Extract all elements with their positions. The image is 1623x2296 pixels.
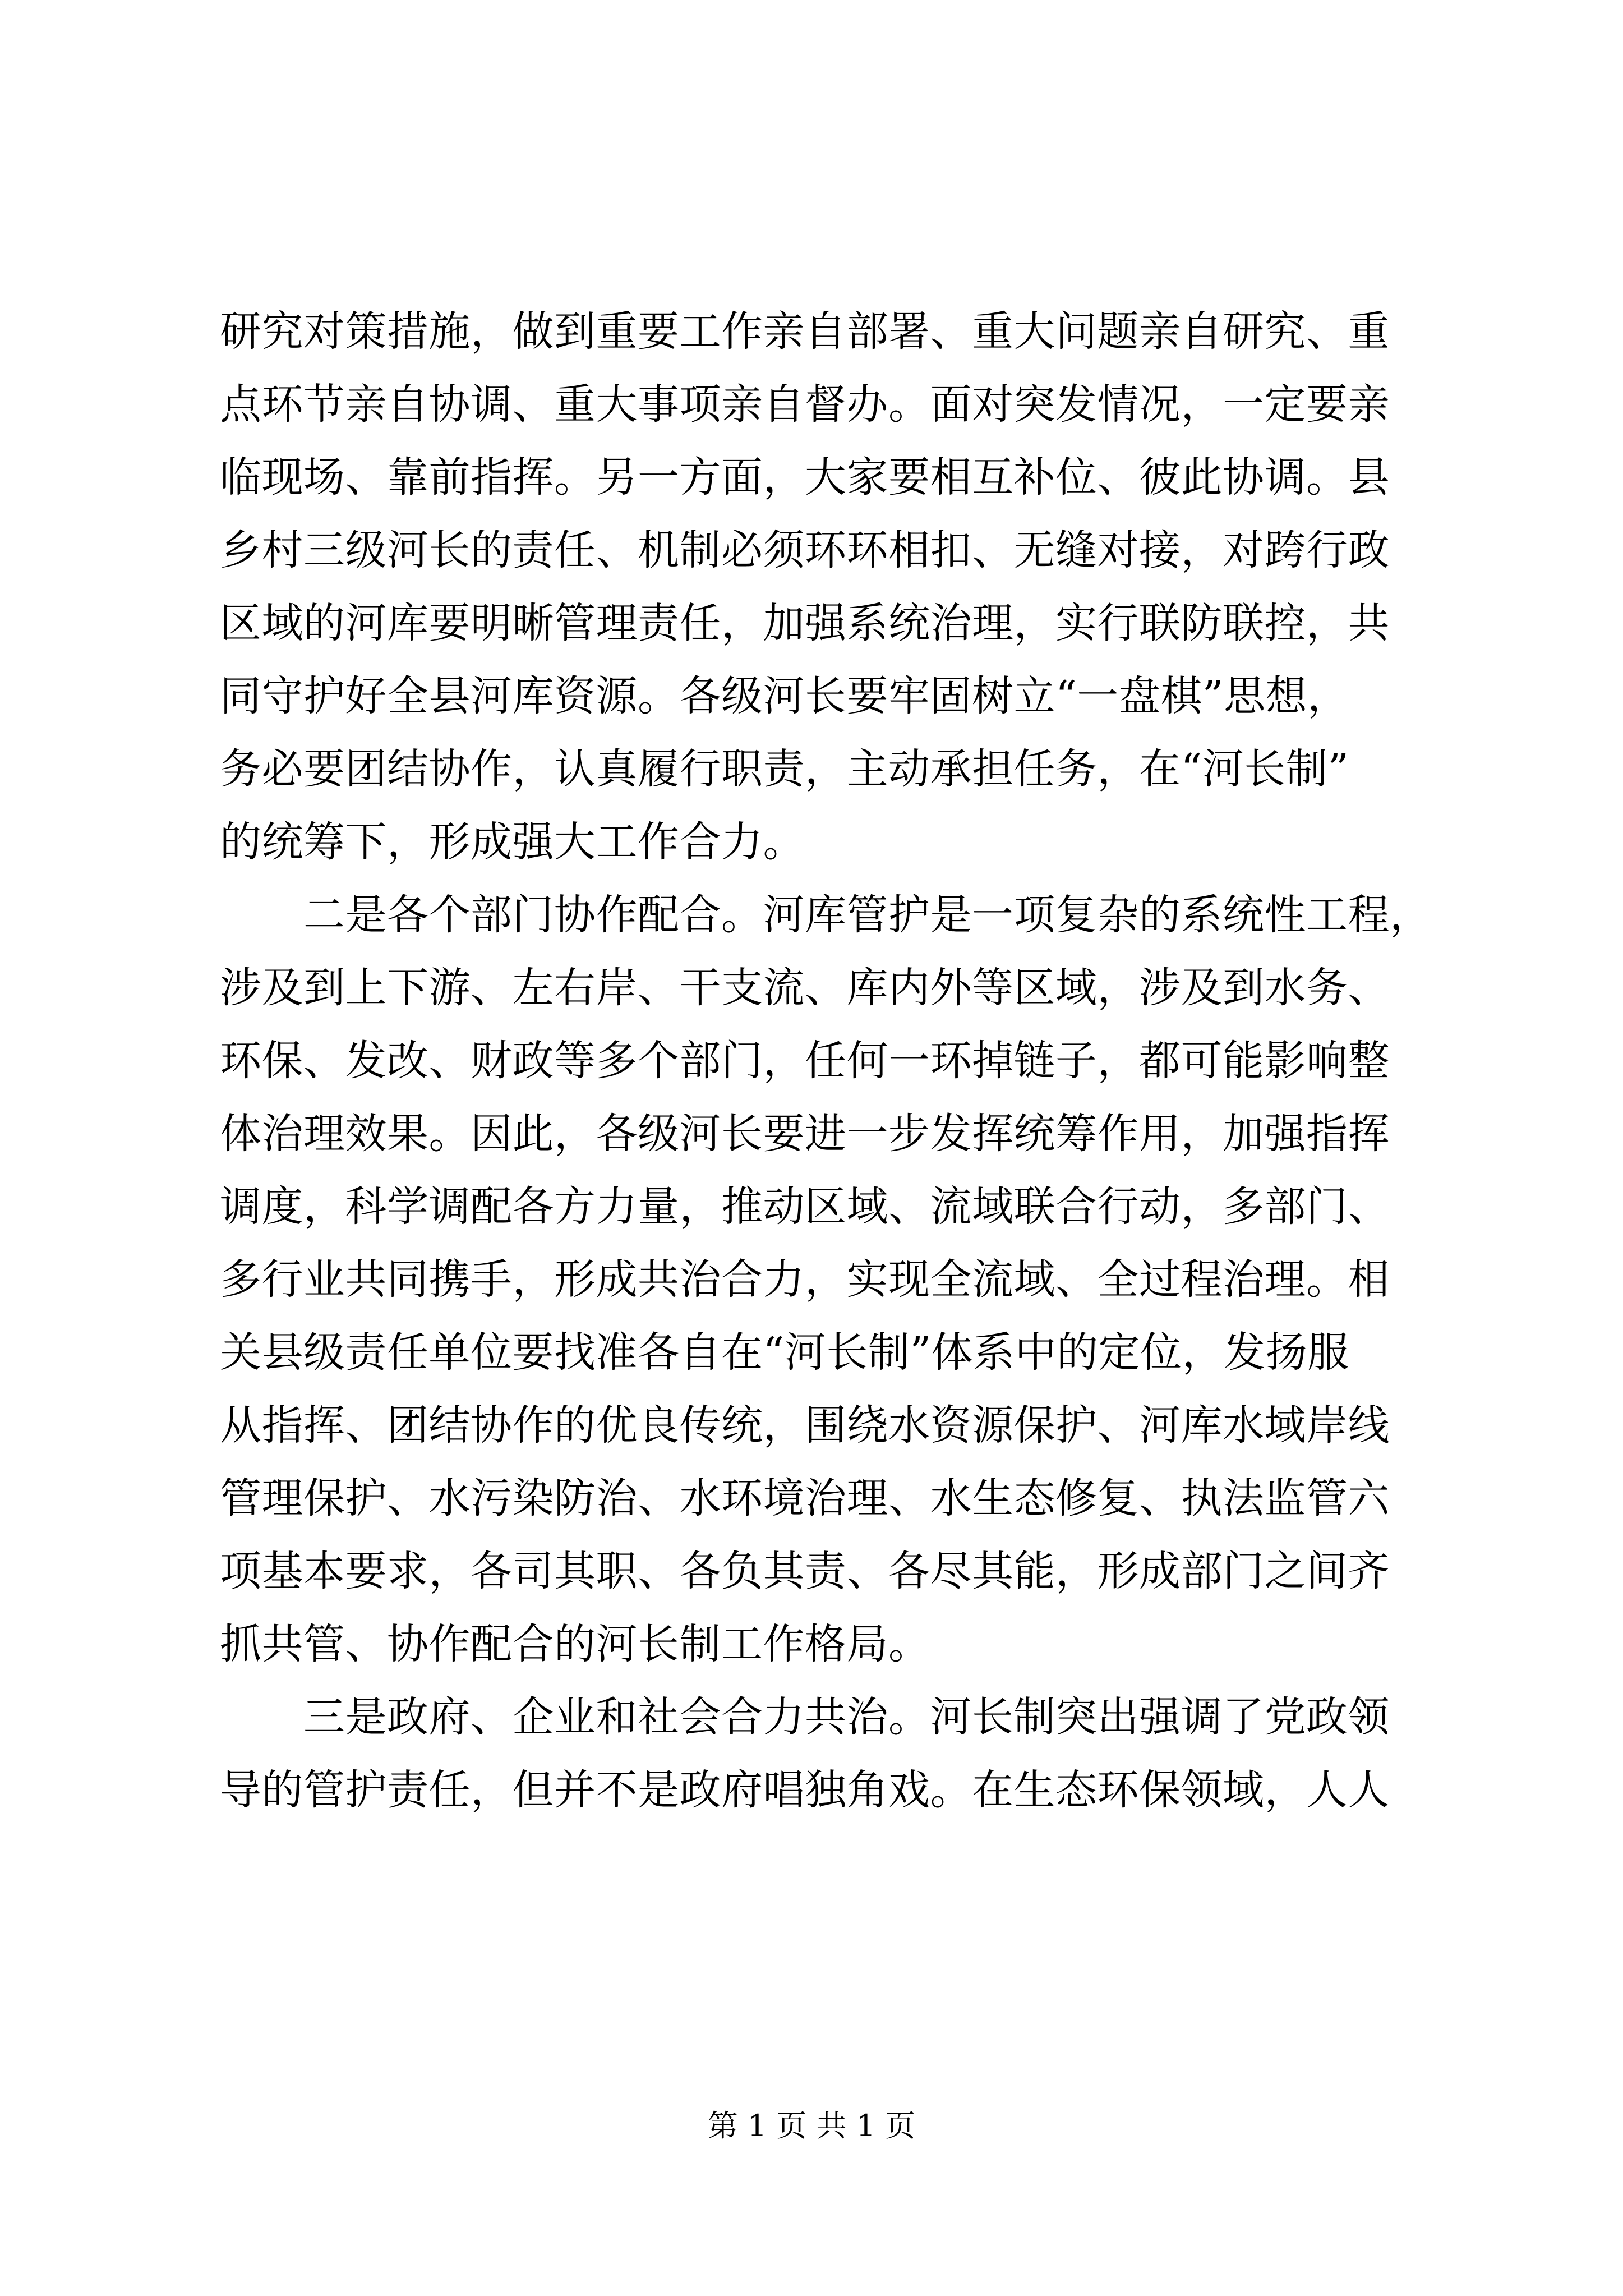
text-line: 调度，科学调配各方力量，推动区域、流域联合行动，多部门、 <box>220 1182 1390 1231</box>
text-line: 项基本要求，各司其职、各负其责、各尽其能，形成部门之间齐 <box>220 1547 1390 1595</box>
page-footer: 第 1 页 共 1 页 <box>707 2108 916 2143</box>
paragraph-start-line: 三是政府、企业和社会合力共治。河长制突出强调了党政领 <box>220 1693 1390 1741</box>
text-line: 区域的河库要明晰管理责任，加强系统治理，实行联防联控，共 <box>220 599 1390 647</box>
text-line: 关县级责任单位要找准各自在“河长制”体系中的定位，发扬服 <box>220 1328 1349 1377</box>
text-line: 抓共管、协作配合的河长制工作格局。 <box>220 1620 930 1668</box>
text-line: 多行业共同携手，形成共治合力，实现全流域、全过程治理。相 <box>220 1255 1390 1304</box>
text-line: 务必要团结协作，认真履行职责，主动承担任务，在“河长制” <box>220 745 1349 793</box>
text-line: 点环节亲自协调、重大事项亲自督办。面对突发情况，一定要亲 <box>220 380 1390 429</box>
text-line: 同守护好全县河库资源。各级河长要牢固树立“一盘棋”思想， <box>220 672 1349 720</box>
text-line: 的统筹下，形成强大工作合力。 <box>220 818 805 866</box>
text-line: 乡村三级河长的责任、机制必须环环相扣、无缝对接，对跨行政 <box>220 526 1390 574</box>
text-line: 环保、发改、财政等多个部门，任何一环掉链子，都可能影响整 <box>220 1037 1390 1085</box>
text-line: 导的管护责任，但并不是政府唱独角戏。在生态环保领域，人人 <box>220 1766 1390 1814</box>
text-line: 研究对策措施，做到重要工作亲自部署、重大问题亲自研究、重 <box>220 307 1390 356</box>
text-line: 管理保护、水污染防治、水环境治理、水生态修复、执法监管六 <box>220 1474 1390 1522</box>
text-line: 临现场、靠前指挥。另一方面，大家要相互补位、彼此协调。县 <box>220 453 1390 501</box>
text-line: 从指挥、团结协作的优良传统，围绕水资源保护、河库水域岸线 <box>220 1401 1390 1450</box>
text-line: 体治理效果。因此，各级河长要进一步发挥统筹作用，加强指挥 <box>220 1110 1390 1158</box>
paragraph-start-line: 二是各个部门协作配合。河库管护是一项复杂的系统性工程， <box>220 891 1432 939</box>
text-line: 涉及到上下游、左右岸、干支流、库内外等区域，涉及到水务、 <box>220 964 1390 1012</box>
